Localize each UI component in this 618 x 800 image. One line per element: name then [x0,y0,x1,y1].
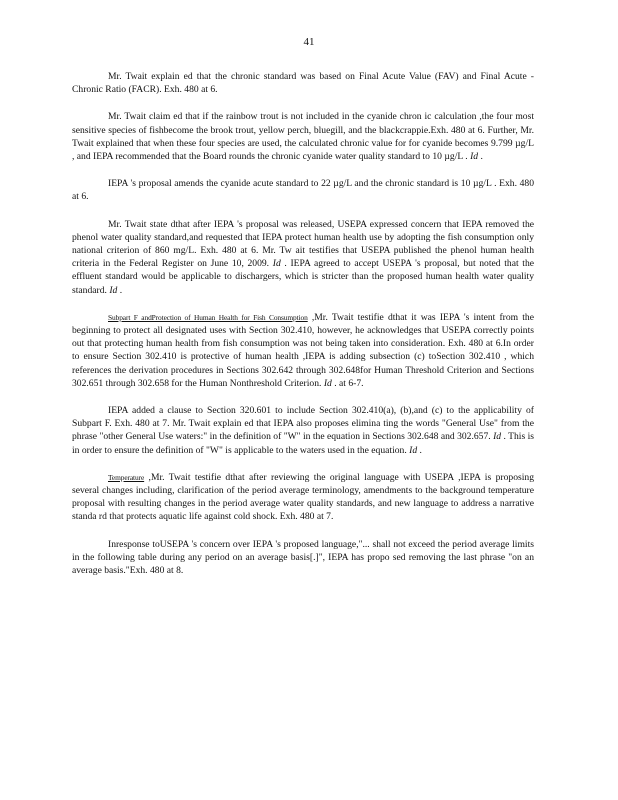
paragraph-general-use [72,404,534,457]
paragraph-text: ,Mr. Twait testifie dthat it was IEPA 's intent from the beginning to protect all designated uses with Section 302.410, however, he acknowledges that USEPA correctly points out that protecting human health from fish consumption was not being taken into consideration. Exh. 480 at 6.In order to ensure Section 302.410 is protective of human health ,IEPA is adding subsection (c) toSection 302.410 , which references the derivation procedures in Sections 302.642 through 302.648for Human Threshold Criterion and Sections 302.651 through 302.658 for the Human Nonthreshold Criterion. [72,311,534,389]
citation-id: Id [272,258,281,270]
section-heading: Temperature [108,472,145,482]
citation-id: Id [323,377,332,389]
page-number: 41 [303,36,315,48]
paragraph-temperature [72,471,534,524]
paragraph-tail: . at 6-7. [331,377,364,389]
citation-id: Id [409,444,418,456]
paragraph-text: Mr. Twait explain ed that the chronic standard was based on Final Acute Value (FAV) and Final Acute -Chronic Ratio (FACR). Exh. 480 at 6. [72,71,534,96]
citation-id: Id [493,431,502,443]
paragraph-text: Inresponse toUSEPA 's concern over IEPA 's proposed language,"... shall not exceed the period average limits in the following table during any period on an average basis[.]", IEPA has propo sed removing the last phrase "on an average basis."Exh. 480 at 8. [72,538,534,577]
paragraph-tail: . This is in order to ensure the definition of "W" is applicable to the waters used in the equation. [72,431,534,456]
paragraph-average-basis [72,538,534,578]
citation-id: Id [470,151,479,163]
paragraph-text: IEPA 's proposal amends the cyanide acute standard to 22 µg/L and the chronic standard is 10 µg/L . Exh. 480 at 6. [72,178,534,203]
paragraph-tail: . [417,444,422,456]
paragraph-chronic-standard [72,70,534,96]
paragraph-tail: . [117,284,123,296]
paragraph-rainbow-trout [72,110,534,163]
paragraph-tail: . IEPA agreed to accept USEPA 's proposal, but noted that the effluent standard would be applicable to dischargers, which is stricter than the proposed human health water quality standard. [72,258,534,296]
paragraph-text: IEPA added a clause to Section 320.601 to include Section 302.410(a), (b),and (c) to the applicability of Subpart F. Exh. 480 at 7. Mr. Twait explain ed that IEPA also proposes elimina ting the words "General Use" from the phrase "other General Use waters:" in the definition of "W" in the equation in Sections 302.648 and 302.657. [72,405,534,443]
paragraph-phenol [72,218,534,297]
paragraph-subpart-f [72,311,534,390]
paragraph-cyanide-proposal [72,177,534,203]
paragraph-tail: . [478,151,483,163]
paragraph-text: ,Mr. Twait testifie dthat after reviewing the original language with USEPA ,IEPA is proposing several changes including, clarification of the period average terminology, amendments to the background temperature proposal with resulting changes in the period average water quality standards, and new language to address a narrative standa rd that protects aquatic life against cold shock. Exh. 480 at 7. [72,471,534,523]
document-body [72,70,534,591]
paragraph-text: Mr. Twait claim ed that if the rainbow trout is not included in the cyanide chron ic calculation ,the four most sensitive species of fishbecome the brook trout, yellow perch, bluegill, and the blackcrappie.Exh. 480 at 6. Further, Mr. Twait explained that when these four species are used, the calculated chronic value for for cyanide becomes 9.799 µg/L , and IEPA recommended that the Board rounds the chronic cyanide water quality standard to 10 µg/L . [72,111,534,163]
paragraph-text: Mr. Twait state dthat after IEPA 's proposal was released, USEPA expressed concern that IEPA removed the phenol water quality standard,and requested that IEPA protect human health use by adopting the fish consumption only national criterion of 860 mg/L. Exh. 480 at 6. Mr. Tw ait testifies that USEPA published the phenol human health criteria in the Federal Register on June 10, 2009. [72,218,534,270]
section-heading: Subpart F andProtection of Human Health for Fish Consumption [108,312,308,322]
citation-id: Id [109,284,118,296]
